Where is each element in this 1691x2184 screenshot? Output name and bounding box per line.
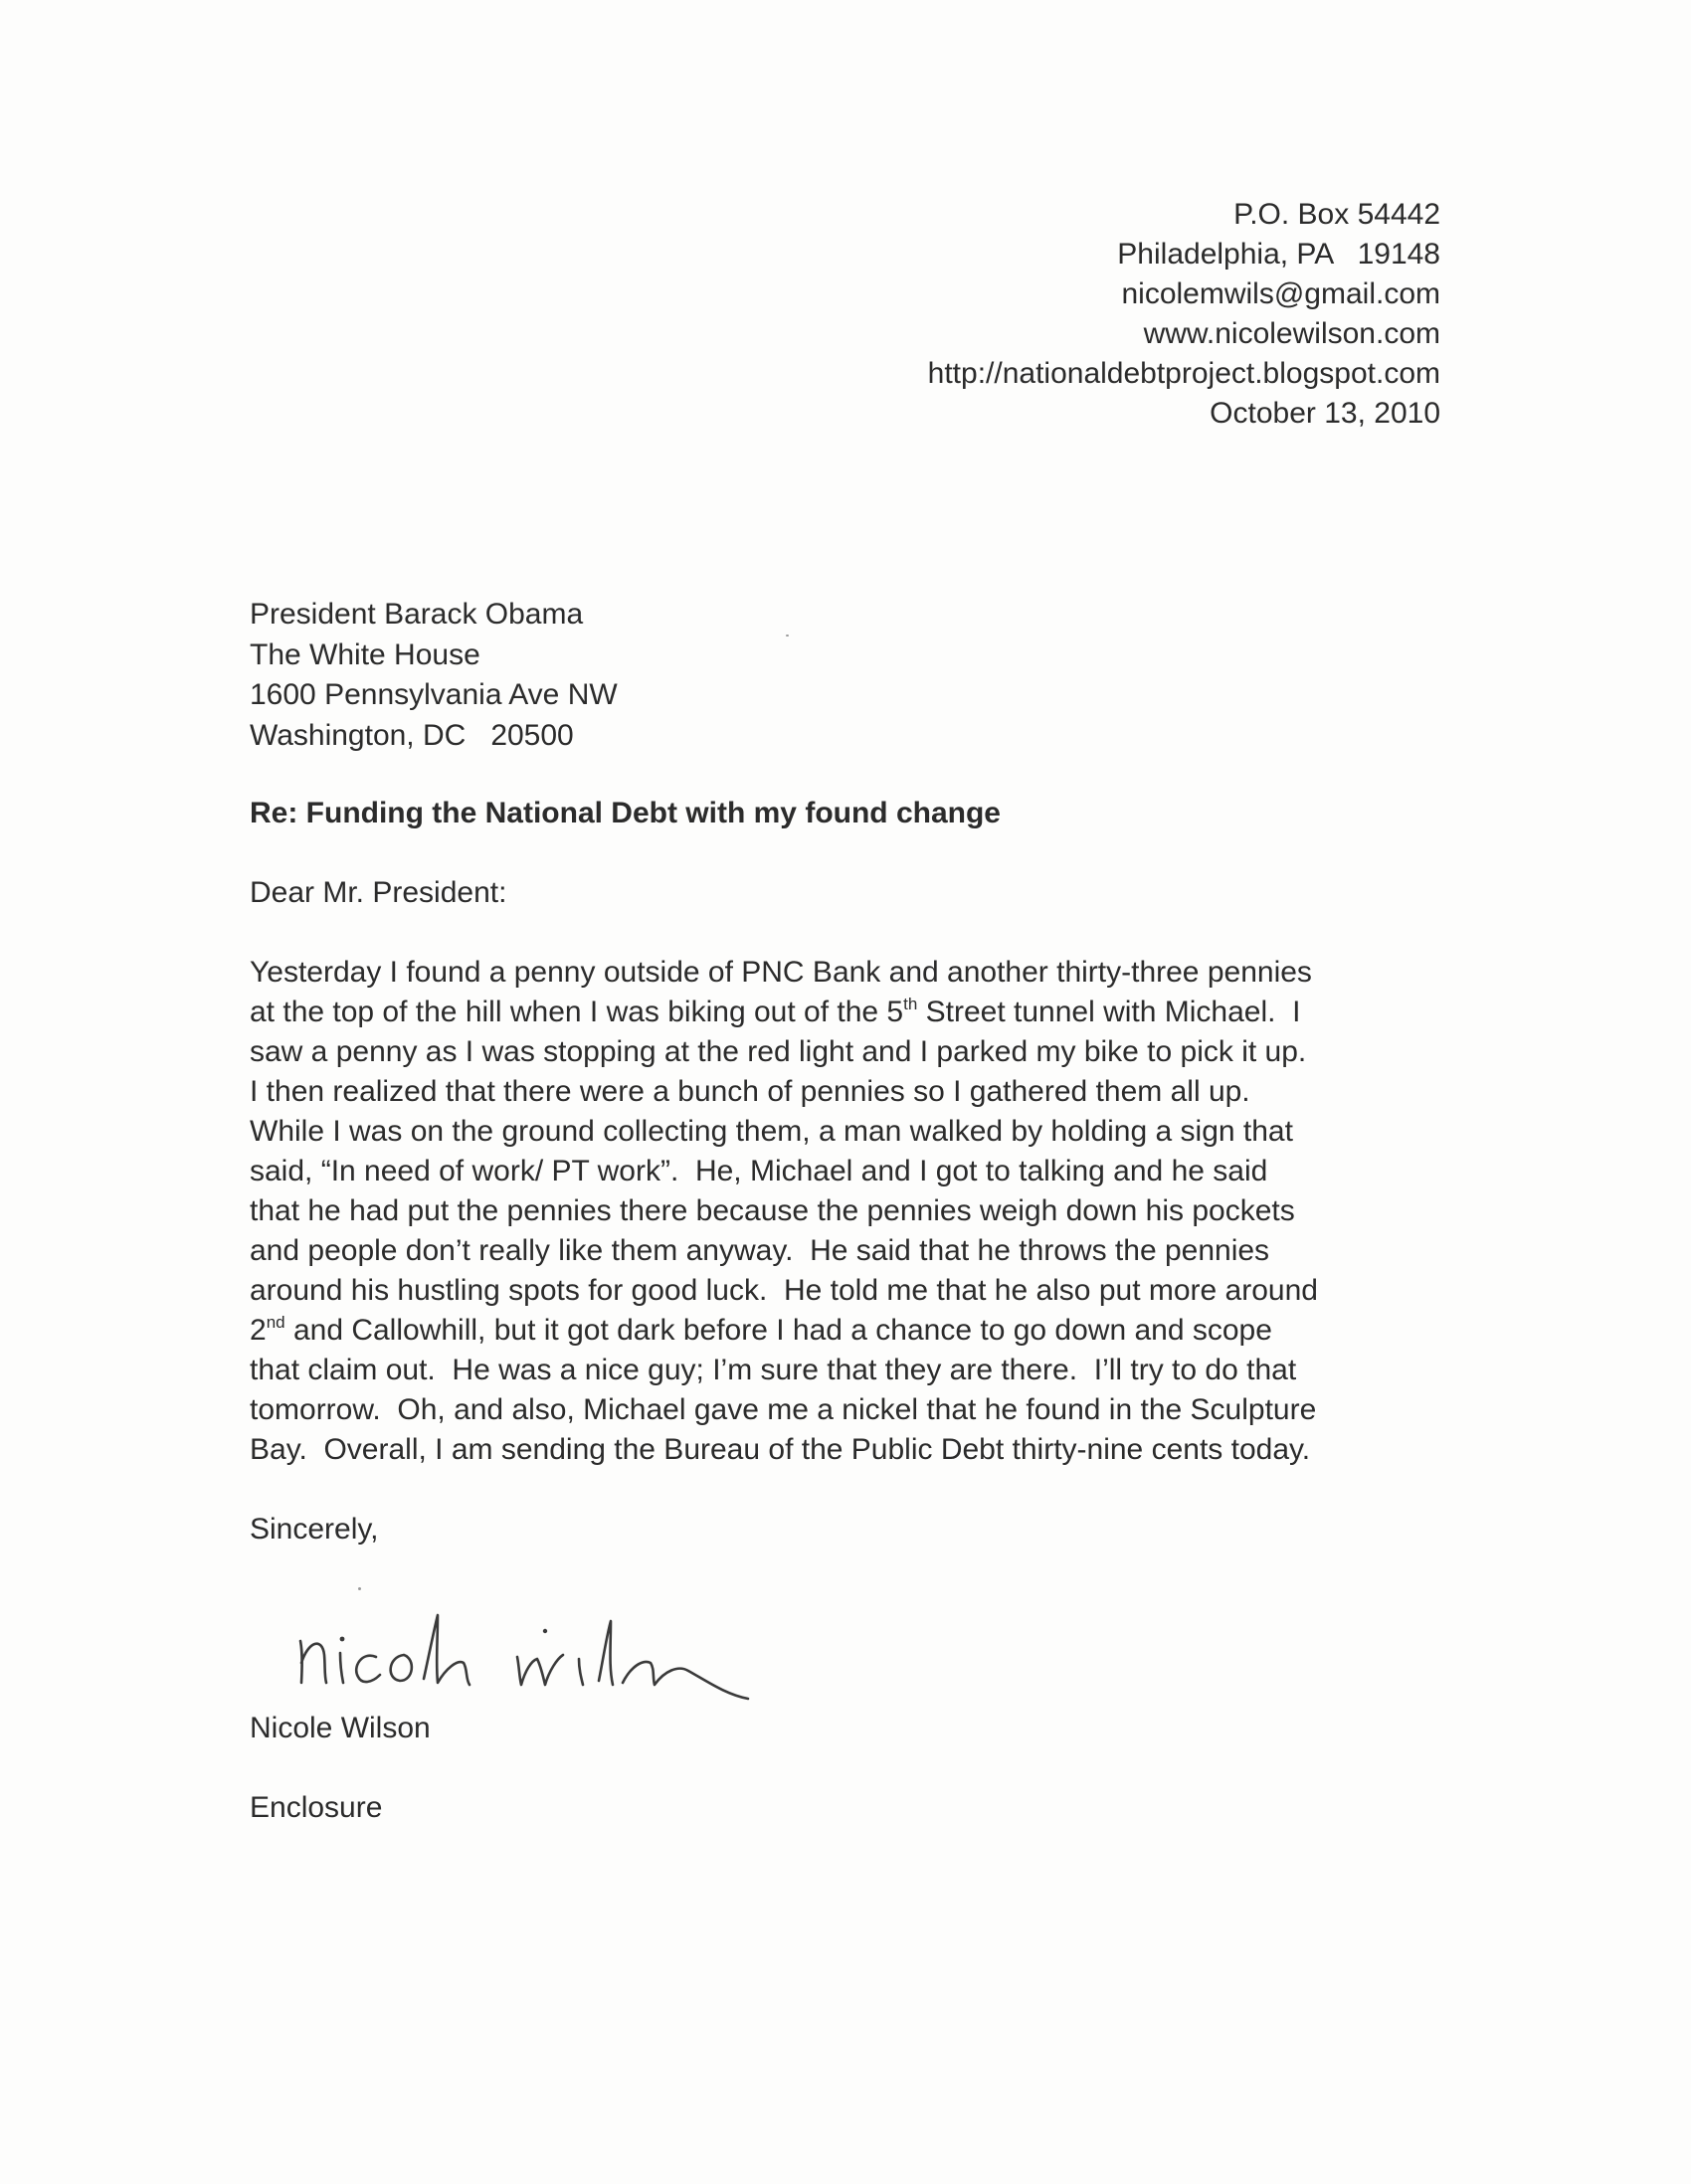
recipient-address-block (250, 595, 618, 756)
body-text-segment: 2 (250, 1314, 267, 1347)
body-line: that claim out. He was a nice guy; I’m sure that they are there. I’ll try to do that (250, 1354, 1297, 1386)
body-text-segment: and Callowhill, but it got dark before I had a chance to go down and scope (284, 1314, 1272, 1347)
body-line: around his hustling spots for good luck. He told me that he also put more around (250, 1274, 1318, 1307)
recipient-city-state-zip: Washington, DC 20500 (250, 718, 574, 752)
signer-name: Nicole Wilson (250, 1712, 431, 1744)
body-text-segment: Street tunnel with Michael. I (917, 996, 1301, 1028)
enclosure-notation: Enclosure (250, 1791, 383, 1824)
body-line: and people don’t really like them anyway. He said that he throws the pennies (250, 1234, 1270, 1267)
closing: Sincerely, (250, 1513, 379, 1546)
body-line (250, 1311, 1318, 1351)
sender-email: nicolemwils@gmail.com (1121, 277, 1440, 310)
body-line: While I was on the ground collecting them, a man walked by holding a sign that (250, 1115, 1293, 1148)
recipient-name: President Barack Obama (250, 598, 584, 631)
letter-body (250, 953, 1318, 1470)
scan-speck (786, 635, 789, 637)
body-line: Bay. Overall, I am sending the Bureau of the Public Debt thirty-nine cents today. (250, 1433, 1311, 1466)
body-line: said, “In need of work/ PT work”. He, Michael and I got to talking and he said (250, 1155, 1268, 1187)
body-line: I then realized that there were a bunch of pennies so I gathered them all up. (250, 1075, 1250, 1108)
body-line: Yesterday I found a penny outside of PNC Bank and another thirty-three pennies (250, 956, 1312, 989)
recipient-organization: The White House (250, 637, 480, 671)
body-text-segment: at the top of the hill when I was biking out of the 5 (250, 996, 904, 1028)
letter-date: October 13, 2010 (1210, 397, 1440, 430)
sender-website: www.nicolewilson.com (1143, 317, 1440, 350)
body-line: tomorrow. Oh, and also, Michael gave me a nickel that he found in the Sculpture (250, 1393, 1317, 1426)
sender-blog-url: http://nationaldebtproject.blogspot.com (927, 357, 1440, 390)
body-line: saw a penny as I was stopping at the red light and I parked my bike to pick it up. (250, 1035, 1307, 1068)
ordinal-suffix: th (903, 995, 918, 1013)
subject-line: Re: Funding the National Debt with my found change (250, 797, 1001, 829)
recipient-street: 1600 Pennsylvania Ave NW (250, 678, 618, 711)
sender-po-box: P.O. Box 54442 (1233, 198, 1440, 231)
handwritten-signature (288, 1571, 826, 1711)
sender-address-block (928, 195, 1440, 434)
body-line (250, 993, 1318, 1032)
ordinal-suffix: nd (266, 1313, 285, 1332)
sender-city-state-zip: Philadelphia, PA 19148 (1117, 238, 1440, 271)
scan-speck (358, 1587, 361, 1590)
salutation: Dear Mr. President: (250, 876, 507, 909)
body-line: that he had put the pennies there because the pennies weigh down his pockets (250, 1194, 1295, 1227)
